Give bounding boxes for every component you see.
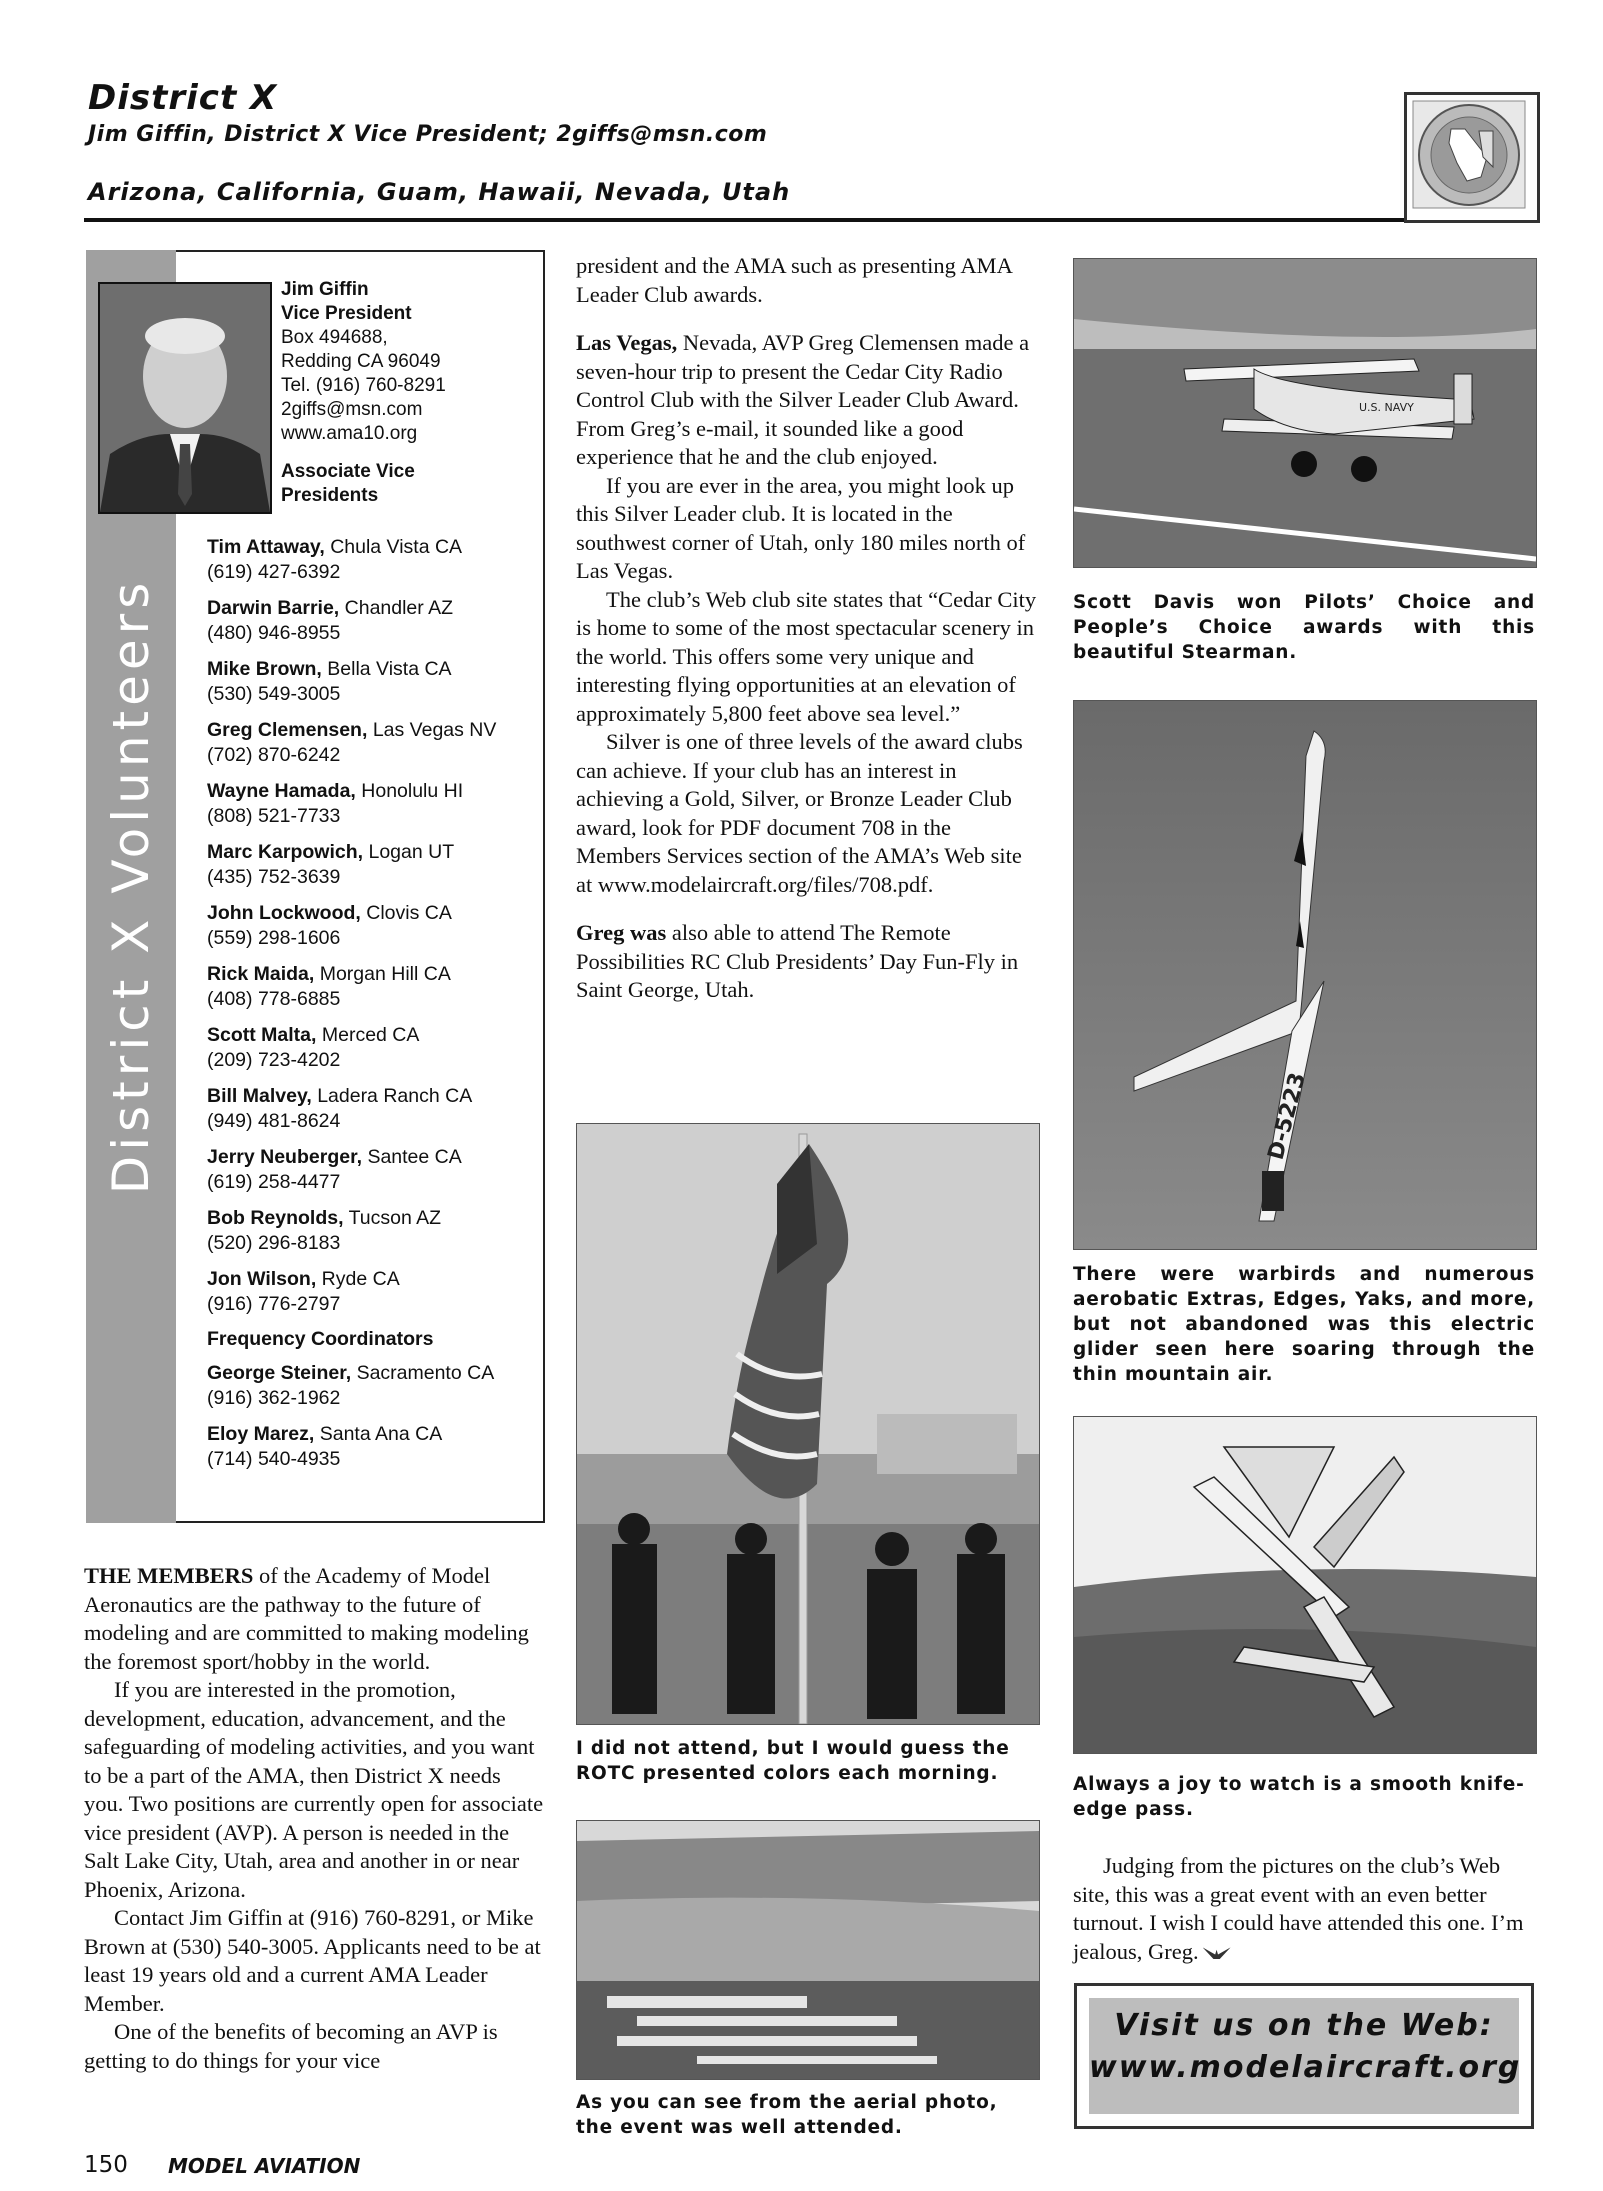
page-number: 150 <box>84 2152 128 2178</box>
district-seal-icon <box>1407 95 1531 214</box>
vp-website: www.ama10.org <box>281 423 418 444</box>
page-title: District X <box>88 78 278 118</box>
website-url: www.modelaircraft.org <box>1089 2050 1522 2085</box>
freq-heading: Frequency Coordinators <box>207 1328 434 1350</box>
avp-entry: Wayne Hamada, Honolulu HI (808) 521-7733 <box>207 780 464 827</box>
avp-heading: Associate Vice Presidents <box>281 461 415 506</box>
closing-article <box>1073 1852 1535 1966</box>
avp-entry: Bill Malvey, Ladera Ranch CA (949) 481-8624 <box>207 1085 473 1132</box>
visit-web-label: Visit us on the Web: <box>1114 2008 1494 2043</box>
paragraph: Judging from the pictures on the club’s Web site, this was a great event with an even better turnout. I wish I could have attended this one. I’m jealous, Greg. <box>1073 1853 1524 1964</box>
ama-wings-icon <box>1203 1947 1231 1959</box>
stearman-photo <box>1073 258 1537 568</box>
page-subtitle: Jim Giffin, District X Vice President; 2giffs@msn.com <box>88 122 768 147</box>
column1-article <box>84 1562 544 2075</box>
freq-entry: Eloy Marez, Santa Ana CA (714) 540-4935 <box>207 1423 443 1470</box>
flag-photo-caption: I did not attend, but I would guess the ROTC presented colors each morning. <box>576 1738 1010 1784</box>
avp-entry: Scott Malta, Merced CA (209) 723-4202 <box>207 1024 420 1071</box>
vp-line: Redding CA 96049 <box>281 351 441 372</box>
flag-ceremony-photo <box>576 1123 1040 1725</box>
svg-text:D-5223: D-5223 <box>1263 1070 1311 1163</box>
paragraph: Nevada, AVP Greg Clemensen made a seven-hour trip to present the Cedar City Radio Control Club with the Silver Leader Club Award. From Greg’s e-mail, it sounded like a good experience that he and the club enjoyed. <box>576 330 1030 469</box>
svg-text:U.S. NAVY: U.S. NAVY <box>1359 401 1414 414</box>
avp-entry: Jerry Neuberger, Santee CA (619) 258-4477 <box>207 1146 462 1193</box>
vp-line: Tel. (916) 760-8291 <box>281 375 446 396</box>
paragraph: If you are ever in the area, you might look up this Silver Leader club. It is located in the southwest corner of Utah, only 180 miles north of Las Vegas. <box>576 472 1026 583</box>
vp-portrait <box>98 282 272 514</box>
glider-caption: There were warbirds and numerous aerobatic Extras, Edges, Yaks, and more, but not abandoned was this electric glider seen here soaring through the thin mountain air. <box>1073 1264 1535 1385</box>
avp-entry: John Lockwood, Clovis CA (559) 298-1606 <box>207 902 452 949</box>
avp-entry: Bob Reynolds, Tucson AZ (520) 296-8183 <box>207 1207 442 1254</box>
members-lead: THE MEMBERS <box>84 1563 254 1588</box>
knife-edge-photo <box>1073 1416 1537 1754</box>
paragraph: Silver is one of three levels of the award clubs can achieve. If your club has an interest in achieving a Gold, Silver, or Bronze Leader Club award, look for PDF document 708 in the Members Services section of the AMA’s Web site at www.modelaircraft.org/files/708.pdf. <box>576 729 1023 897</box>
avp-list <box>207 535 537 1483</box>
greg-lead: Greg was <box>576 920 667 945</box>
avp-entry: Tim Attaway, Chula Vista CA (619) 427-6392 <box>207 536 463 583</box>
district-states: Arizona, California, Guam, Hawaii, Nevada, Utah <box>88 178 791 206</box>
aerial-photo <box>576 1820 1040 2080</box>
avp-entry: Rick Maida, Morgan Hill CA (408) 778-6885 <box>207 963 451 1010</box>
paragraph: Contact Jim Giffin at (916) 760-8291, or Mike Brown at (530) 540-3005. Applicants need to be at least 19 years old and a current AMA Leader Member. <box>84 1905 541 2016</box>
sidebar-band-label: District X Volunteers <box>102 577 160 1195</box>
freq-entry: George Steiner, Sacramento CA (916) 362-1962 <box>207 1362 495 1409</box>
avp-entry: Jon Wilson, Ryde CA (916) 776-2797 <box>207 1268 400 1315</box>
lasvegas-lead: Las Vegas, <box>576 330 678 355</box>
vp-name: Jim Giffin <box>281 279 369 300</box>
stearman-caption: Scott Davis won Pilots’ Choice and People’s Choice awards with this beautiful Stearman. <box>1073 592 1535 663</box>
knife-edge-caption: Always a joy to watch is a smooth knife-edge pass. <box>1073 1774 1525 1820</box>
avp-entry: Marc Karpowich, Logan UT (435) 752-3639 <box>207 841 455 888</box>
visit-web-box <box>1074 1983 1534 2129</box>
avp-entry: Darwin Barrie, Chandler AZ (480) 946-8955 <box>207 597 454 644</box>
column2-article <box>576 252 1038 1005</box>
vp-line: Box 494688, <box>281 327 388 348</box>
paragraph: president and the AMA such as presenting AMA Leader Club awards. <box>576 253 1012 307</box>
paragraph: of the Academy of Model Aeronautics are the pathway to the future of modeling and are committed to making modeling the foremost sport/hobby in the world. <box>84 1563 529 1674</box>
district-seal-logo <box>1404 92 1540 223</box>
vp-title: Vice President <box>281 303 412 324</box>
paragraph: The club’s Web club site states that “Cedar City is home to some of the most spectacular scenery in the world. This offers some very unique and interesting flying opportunities at an elevation of approximately 5,800 feet above sea level.” <box>576 586 1037 726</box>
aerial-photo-caption: As you can see from the aerial photo, the event was well attended. <box>576 2092 998 2138</box>
header-rule <box>84 218 1536 222</box>
vp-contact <box>281 278 531 508</box>
paragraph: If you are interested in the promotion, development, education, advancement, and the safeguarding of modeling activities, and you want to be a part of the AMA, then District X needs you. Two positions are currently open for associate vice president (AVP). A person is needed in the Salt Lake City, Utah, area and another in or near Phoenix, Arizona. <box>84 1677 544 1902</box>
avp-entry: Greg Clemensen, Las Vegas NV (702) 870-6242 <box>207 719 497 766</box>
avp-entry: Mike Brown, Bella Vista CA (530) 549-3005 <box>207 658 452 705</box>
paragraph: also able to attend The Remote Possibilities RC Club Presidents’ Day Fun-Fly in Saint George, Utah. <box>576 920 1019 1002</box>
glider-photo <box>1073 700 1537 1250</box>
vp-email: 2giffs@msn.com <box>281 399 423 420</box>
paragraph: One of the benefits of becoming an AVP is getting to do things for your vice <box>84 2019 498 2073</box>
magazine-name: MODEL AVIATION <box>168 2154 361 2178</box>
